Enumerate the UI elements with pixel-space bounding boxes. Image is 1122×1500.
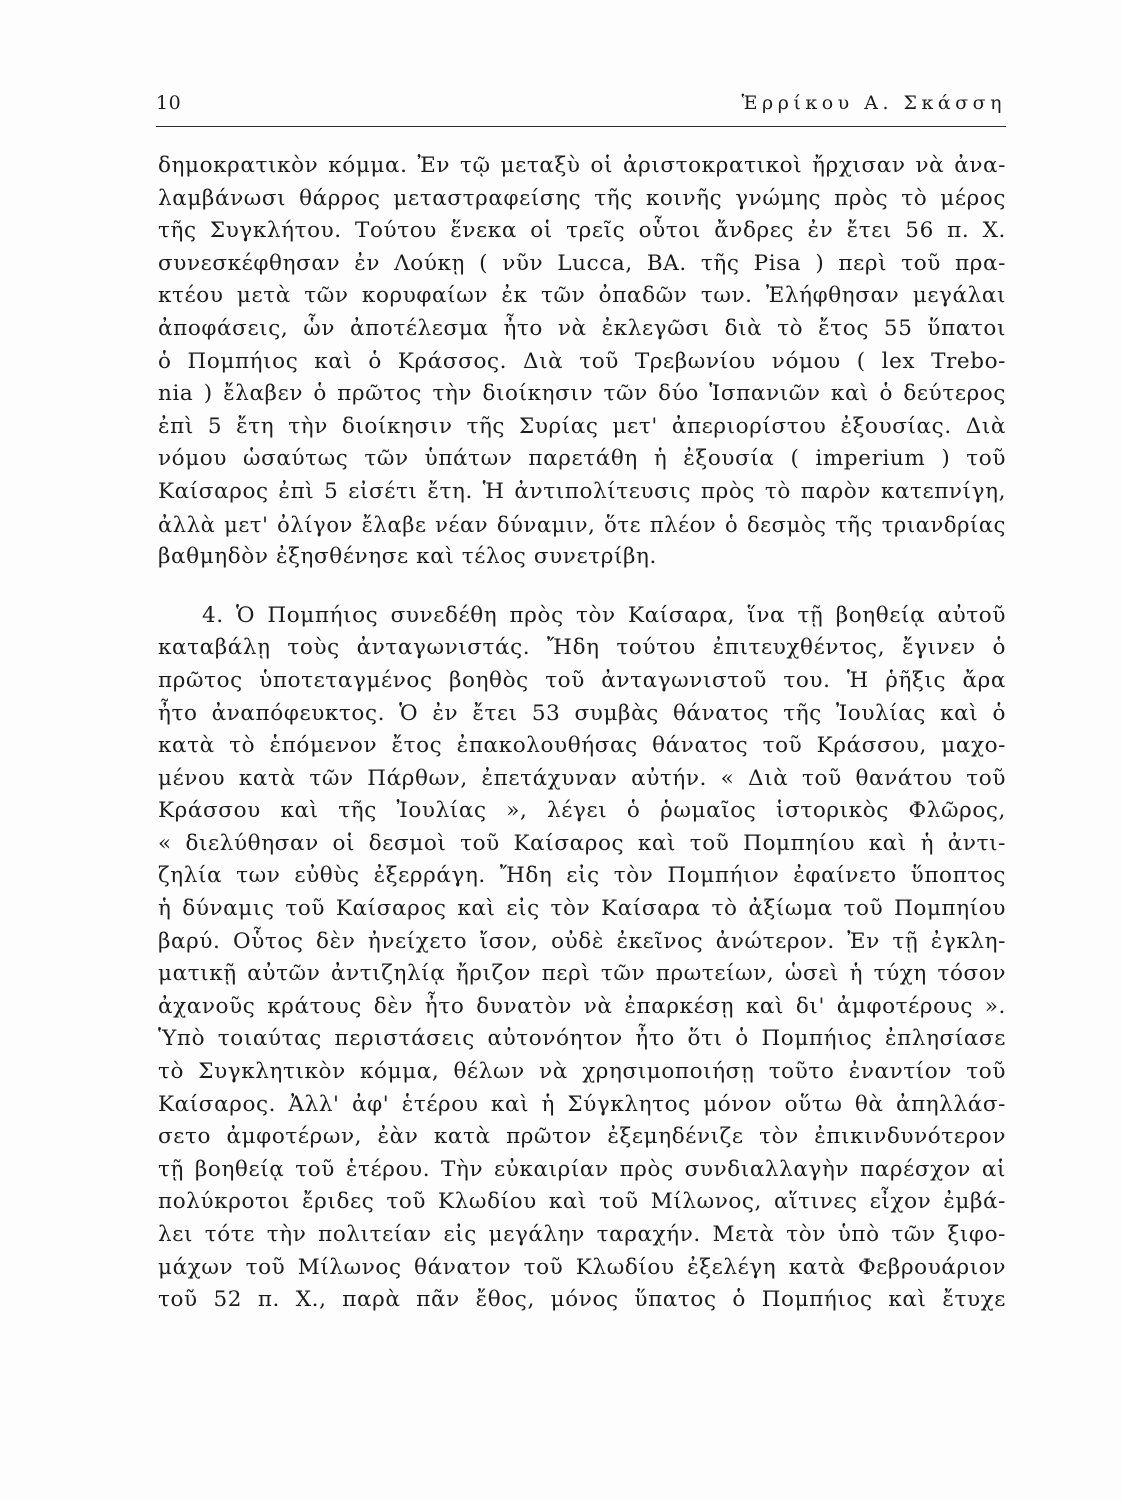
text-line: μένου κατὰ τῶν Πάρθων, ἐπετάχυναν αὐτήν. « Διὰ τοῦ θανάτου τοῦ — [158, 765, 1006, 791]
header-rule — [156, 126, 1006, 127]
text-line: ἀχανοῦς κράτους δὲν ἦτο δυνατὸν νὰ ἐπαρκέσῃ καὶ δι' ἀμφοτέρους ». — [158, 993, 1006, 1019]
running-head: Ἑρρίκου Α. Σκάσση — [741, 92, 1006, 114]
text-line: συνεσκέφθησαν ἐν Λούκῃ ( νῦν Lucca, ΒΑ. τῆς Pisa ) περὶ τοῦ πρα- — [158, 250, 1006, 276]
text-line: ἐπὶ 5 ἔτη τὴν διοίκησιν τῆς Συρίας μετ' ἀπεριορίστου ἐξουσίας. Διὰ — [158, 413, 1006, 439]
text-line: ὁ Πομπήιος καὶ ὁ Κράσσος. Διὰ τοῦ Τρεβωνίου νόμου ( lex Trebo- — [158, 348, 1006, 374]
text-line: τῆς Συγκλήτου. Τούτου ἕνεκα οἱ τρεῖς οὗτοι ἄνδρες ἐν ἔτει 56 π. Χ. — [158, 218, 1006, 244]
body-text — [158, 150, 1006, 1317]
page-header — [156, 92, 1006, 122]
text-line: νόμου ὡσαύτως τῶν ὑπάτων παρετάθη ἡ ἐξουσία ( imperium ) τοῦ — [158, 446, 1006, 472]
paragraph-1 — [158, 150, 1006, 574]
text-line: Καίσαρος ἐπὶ 5 εἰσέτι ἔτη. Ἡ ἀντιπολίτευσις πρὸς τὸ παρὸν κατεπνίγη, — [158, 478, 1006, 504]
text-line: πολύκροτοι ἔριδες τοῦ Κλωδίου καὶ τοῦ Μίλωνος, αἵτινες εἶχον ἐμβά- — [158, 1189, 1006, 1215]
text-line: σετο ἀμφοτέρων, ἐὰν κατὰ πρῶτον ἐξεμηδένιζε τὸν ἐπικινδυνότερον — [158, 1124, 1006, 1150]
text-line: τοῦ 52 π. Χ., παρὰ πᾶν ἔθος, μόνος ὕπατος ὁ Πομπήιος καὶ ἔτυχε — [158, 1287, 1006, 1313]
text-line: ἦτο ἀναπόφευκτος. Ὁ ἐν ἔτει 53 συμβὰς θάνατος τῆς Ἰουλίας καὶ ὁ — [158, 700, 1006, 726]
text-line: βαθμηδὸν ἐξησθένησε καὶ τέλος συνετρίβη. — [158, 544, 657, 570]
text-line: ζηλία των εὐθὺς ἐξερράγη. Ἤδη εἰς τὸν Πομπήιον ἐφαίνετο ὕποπτος — [158, 863, 1006, 889]
paragraph-2 — [158, 600, 1006, 1317]
text-line: ματικῇ αὐτῶν ἀντιζηλίᾳ ἤριζον περὶ τῶν πρωτείων, ὡσεὶ ἡ τύχη τόσον — [158, 961, 1006, 987]
text-line: δημοκρατικὸν κόμμα. Ἐν τῷ μεταξὺ οἱ ἀριστοκρατικοὶ ἤρχισαν νὰ ἀνα- — [158, 153, 1006, 178]
text-line: ἀλλὰ μετ' ὀλίγον ἔλαβε νέαν δύναμιν, ὅτε πλέον ὁ δεσμὸς τῆς τριανδρίας — [158, 512, 1006, 537]
paragraph-gap — [158, 574, 1006, 600]
text-line: Καίσαρος. Ἀλλ' ἀφ' ἑτέρου καὶ ἡ Σύγκλητος μόνον οὕτω θὰ ἀπηλλάσ- — [158, 1091, 1006, 1117]
text-line: ἡ δύναμις τοῦ Καίσαρος καὶ εἰς τὸν Καίσαρα τὸ ἀξίωμα τοῦ Πομπηίου — [158, 896, 1006, 922]
text-line: κατὰ τὸ ἑπόμενον ἔτος ἐπακολουθήσας θάνατος τοῦ Κράσσου, μαχο- — [158, 733, 1006, 759]
text-line: Ὑπὸ τοιαύτας περιστάσεις αὐτονόητον ἦτο ὅτι ὁ Πομπήιος ἐπλησίασε — [158, 1026, 1006, 1052]
text-line: λει τότε τὴν πολιτείαν εἰς μεγάλην ταραχήν. Μετὰ τὸν ὑπὸ τῶν ξιφο- — [158, 1222, 1006, 1247]
text-line: μάχων τοῦ Μίλωνος θάνατον τοῦ Κλωδίου ἐξελέγη κατὰ Φεβρουάριον — [158, 1254, 1006, 1280]
text-line: 4. Ὁ Πομπήιος συνεδέθη πρὸς τὸν Καίσαρα, ἵνα τῇ βοηθείᾳ αὐτοῦ — [202, 602, 1006, 628]
text-line: « διελύθησαν οἱ δεσμοὶ τοῦ Καίσαρος καὶ τοῦ Πομπηίου καὶ ἡ ἀντι- — [158, 830, 1006, 856]
text-line: τῇ βοηθείᾳ τοῦ ἑτέρου. Τὴν εὐκαιρίαν πρὸς συνδιαλλαγὴν παρέσχον αἱ — [158, 1156, 1006, 1182]
text-line: λαμβάνωσι θάρρος μεταστραφείσης τῆς κοινῆς γνώμης πρὸς τὸ μέρος — [158, 185, 1006, 211]
text-line: τὸ Συγκλητικὸν κόμμα, θέλων νὰ χρησιμοποιήσῃ τοῦτο ἐναντίον τοῦ — [158, 1059, 1006, 1085]
page-number: 10 — [156, 92, 182, 114]
text-line: βαρύ. Οὗτος δὲν ἠνείχετο ἴσον, οὐδὲ ἐκεῖνος ἀνώτερον. Ἐν τῇ ἐγκλη- — [158, 928, 1006, 954]
text-line: πρῶτος ὑποτεταγμένος βοηθὸς τοῦ ἀνταγωνιστοῦ του. Ἡ ῥῆξις ἄρα — [158, 667, 1006, 693]
text-line: ἀποφάσεις, ὧν ἀποτέλεσμα ἦτο νὰ ἐκλεγῶσι διὰ τὸ ἔτος 55 ὕπατοι — [158, 315, 1006, 341]
text-line: Κράσσου καὶ τῆς Ἰουλίας », λέγει ὁ ῥωμαῖος ἱστορικὸς Φλῶρος, — [158, 798, 1006, 824]
text-line: nia ) ἔλαβεν ὁ πρῶτος τὴν διοίκησιν τῶν δύο Ἱσπανιῶν καὶ ὁ δεύτερος — [158, 381, 1006, 407]
text-line: καταβάλῃ τοὺς ἀνταγωνιστάς. Ἤδη τούτου ἐπιτευχθέντος, ἔγινεν ὁ — [158, 635, 1006, 661]
text-line: κτέου μετὰ τῶν κορυφαίων ἐκ τῶν ὀπαδῶν των. Ἐλήφθησαν μεγάλαι — [158, 283, 1006, 309]
